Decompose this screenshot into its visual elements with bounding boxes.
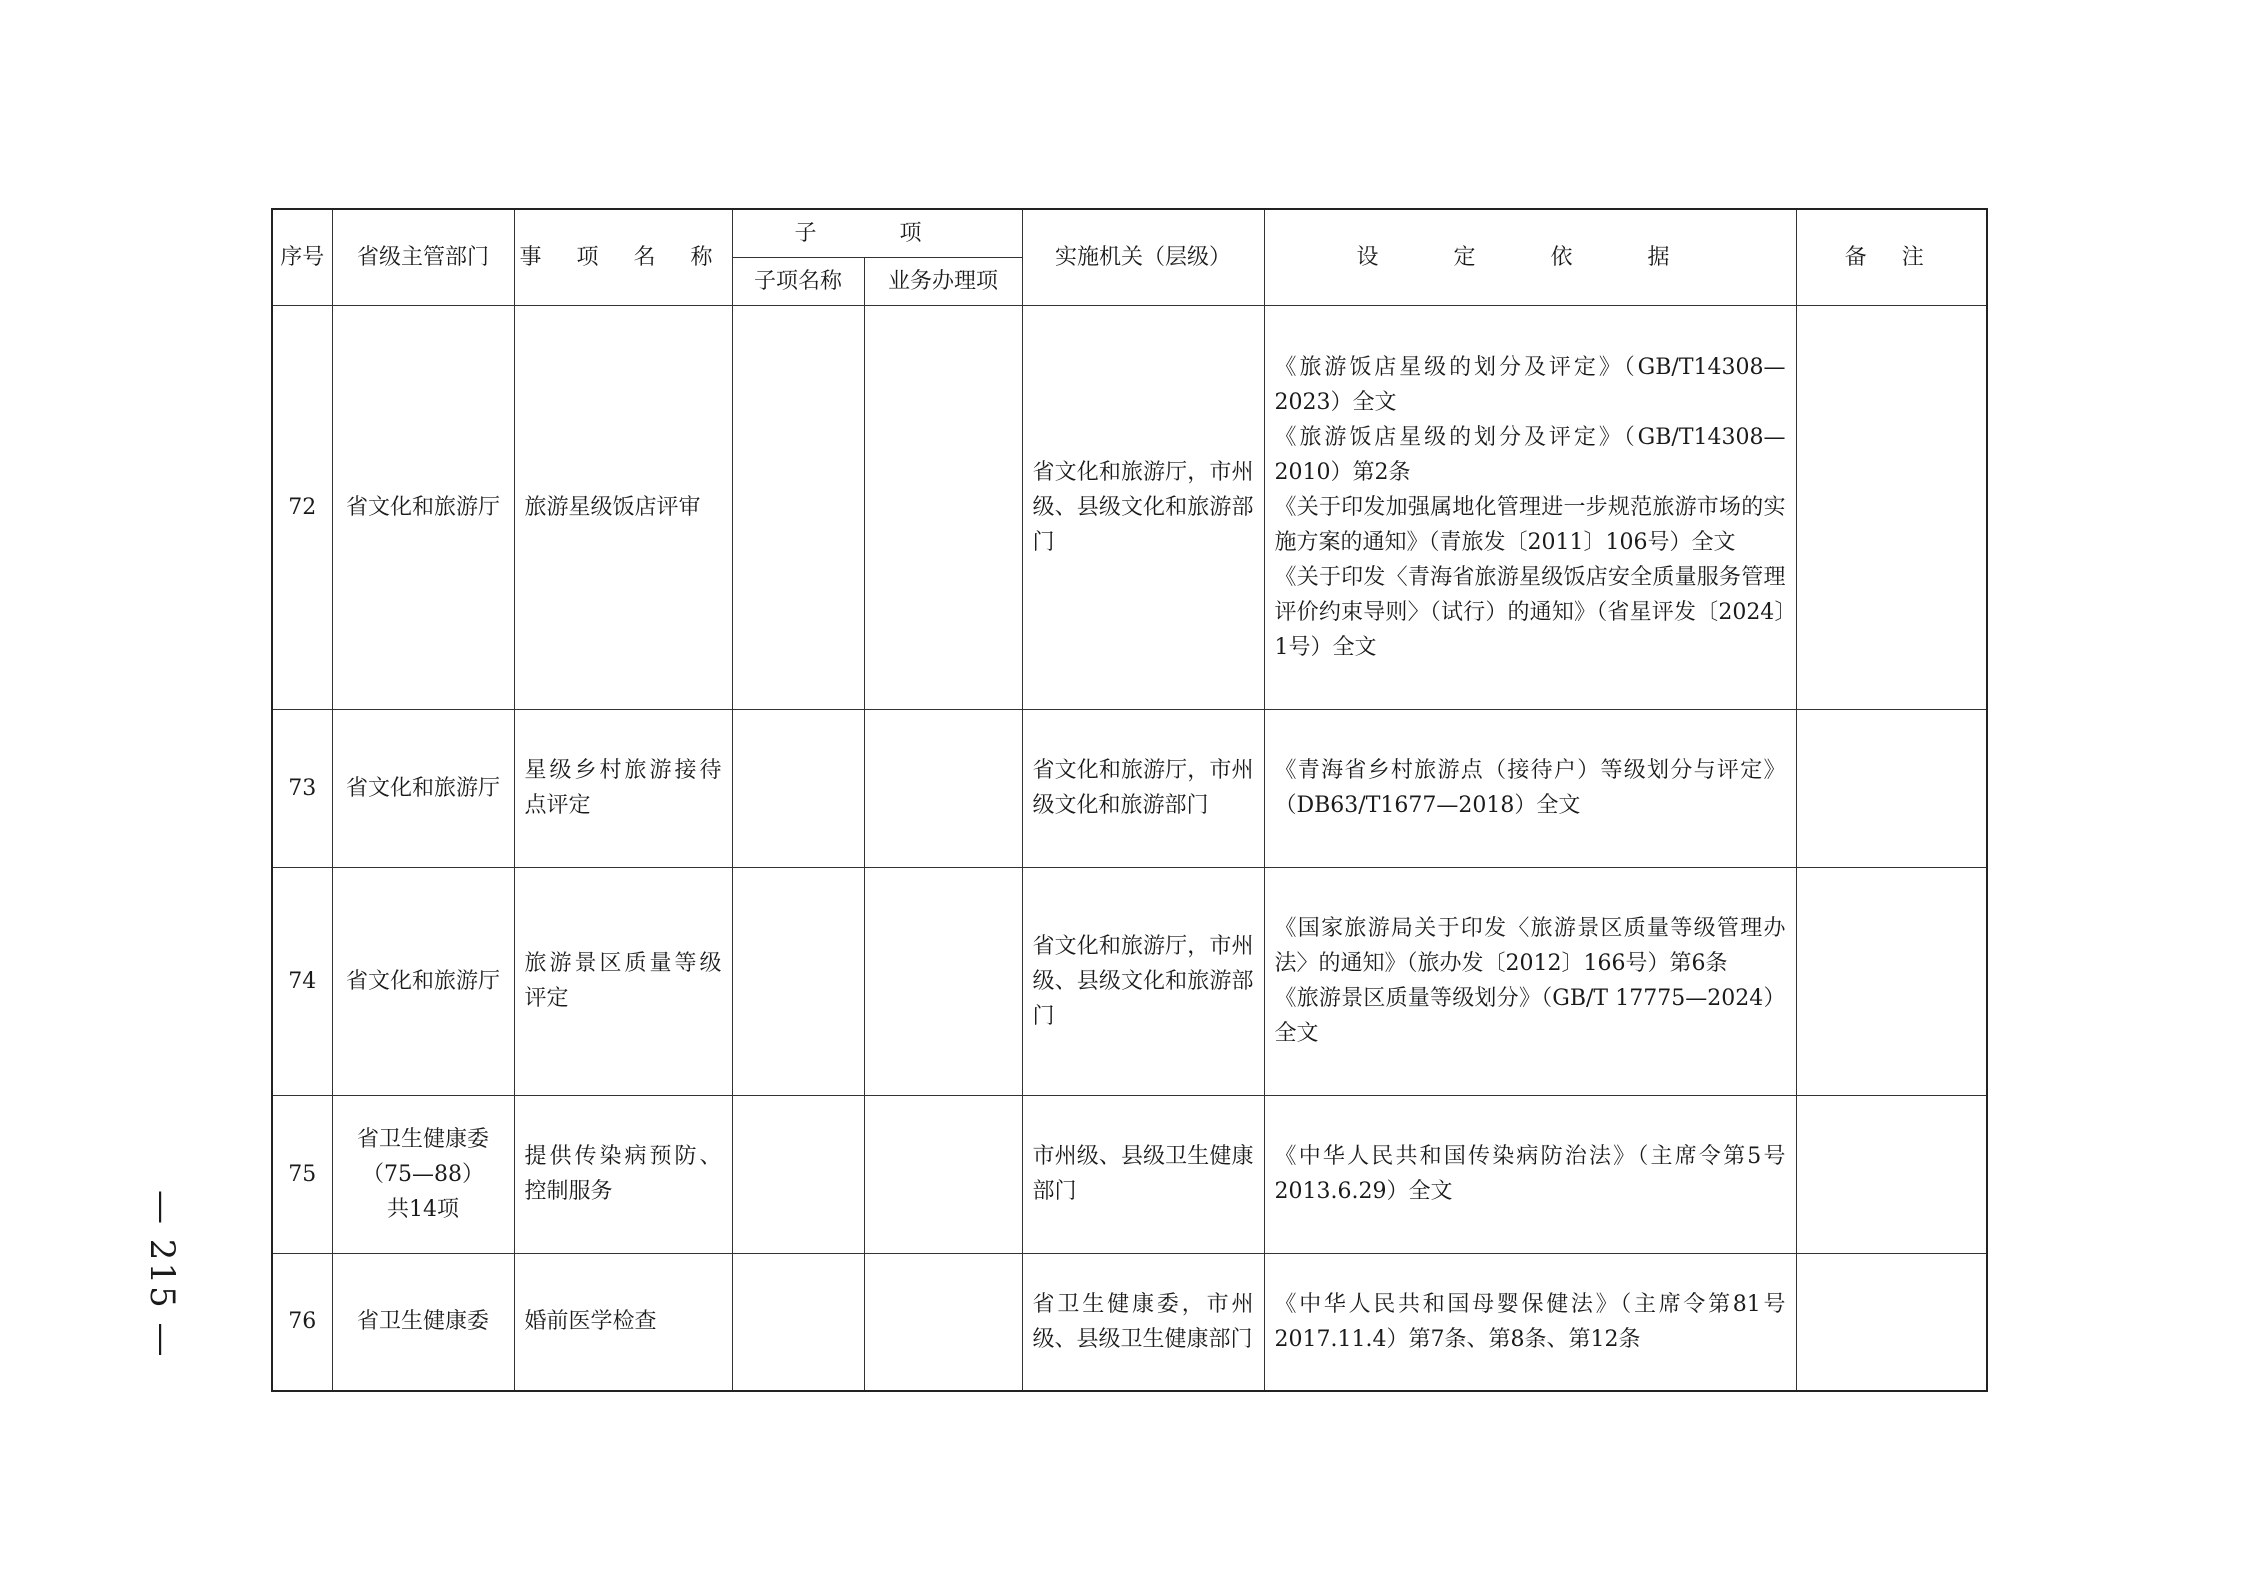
header-seq: 序号: [272, 209, 332, 305]
row-seq: 73: [272, 709, 332, 867]
header-sub-item: 子 项: [732, 209, 1022, 257]
table-row: [272, 1095, 1987, 1253]
row-agency: 省卫生健康委，市州级、县级卫生健康部门: [1022, 1253, 1264, 1391]
row-remarks: [1796, 1253, 1987, 1391]
header-sub-item-name: 子项名称: [732, 257, 864, 305]
table-row: [272, 709, 1987, 867]
row-dept: 省文化和旅游厅: [332, 305, 514, 709]
row-remarks: [1796, 867, 1987, 1095]
table-row: [272, 1253, 1987, 1391]
row-seq: 72: [272, 305, 332, 709]
row-sub-item-name: [732, 1253, 864, 1391]
row-business-item: [864, 867, 1022, 1095]
row-agency: 省文化和旅游厅，市州级文化和旅游部门: [1022, 709, 1264, 867]
row-agency: 省文化和旅游厅，市州级、县级文化和旅游部门: [1022, 305, 1264, 709]
row-business-item: [864, 1095, 1022, 1253]
row-dept: 省文化和旅游厅: [332, 709, 514, 867]
dept-line: 省卫生健康委: [356, 1126, 489, 1152]
basis-line: 《青海省乡村旅游点（接待户）等级划分与评定》（DB63/T1677—2018）全文: [1274, 758, 1786, 818]
row-item-name: 婚前医学检查: [514, 1253, 732, 1391]
row-basis: [1264, 1095, 1796, 1253]
row-item-name: 旅游星级饭店评审: [514, 305, 732, 709]
row-seq: 76: [272, 1253, 332, 1391]
table-row: [272, 305, 1987, 709]
basis-line: 《中华人民共和国母婴保健法》（主席令第81号2017.11.4）第7条、第8条、第12条: [1274, 1291, 1786, 1352]
row-item-name: 旅游景区质量等级评定: [514, 867, 732, 1095]
header-agency: 实施机关（层级）: [1022, 209, 1264, 305]
basis-line: 《旅游饭店星级的划分及评定》（GB/T14308—2010）第2条: [1274, 424, 1786, 485]
row-basis: [1264, 1253, 1796, 1391]
row-remarks: [1796, 709, 1987, 867]
row-agency: 市州级、县级卫生健康部门: [1022, 1095, 1264, 1253]
header-basis: 设 定 依 据: [1264, 209, 1796, 305]
row-business-item: [864, 709, 1022, 867]
row-business-item: [864, 305, 1022, 709]
header-dept: 省级主管部门: [332, 209, 514, 305]
basis-line: 《国家旅游局关于印发〈旅游景区质量等级管理办法〉的通知》（旅办发〔2012〕166号）第6条: [1274, 916, 1786, 976]
header-remarks: 备 注: [1796, 209, 1987, 305]
row-item-name: 星级乡村旅游接待点评定: [514, 709, 732, 867]
row-item-name: 提供传染病预防、控制服务: [514, 1095, 732, 1253]
basis-line: 《旅游饭店星级的划分及评定》（GB/T14308—2023）全文: [1274, 354, 1786, 415]
table-row: [272, 867, 1987, 1095]
row-remarks: [1796, 305, 1987, 709]
row-seq: 74: [272, 867, 332, 1095]
dept-line: （75—88）: [362, 1161, 484, 1187]
row-sub-item-name: [732, 1095, 864, 1253]
row-remarks: [1796, 1095, 1987, 1253]
row-dept: [332, 1095, 514, 1253]
row-sub-item-name: [732, 305, 864, 709]
row-sub-item-name: [732, 867, 864, 1095]
basis-line: 《旅游景区质量等级划分》（GB/T 17775—2024）全文: [1274, 986, 1786, 1046]
row-dept: 省卫生健康委: [332, 1253, 514, 1391]
dept-line: 共14项: [387, 1196, 459, 1222]
header-business-item: 业务办理项: [864, 257, 1022, 305]
row-basis: [1264, 867, 1796, 1095]
row-seq: 75: [272, 1095, 332, 1253]
row-dept: 省文化和旅游厅: [332, 867, 514, 1095]
row-basis: [1264, 709, 1796, 867]
row-business-item: [864, 1253, 1022, 1391]
basis-line: 《关于印发〈青海省旅游星级饭店安全质量服务管理评价约束导则〉（试行）的通知》（省星评发〔2024〕1号）全文: [1274, 564, 1786, 660]
header-item-name: 事 项 名 称: [514, 209, 732, 305]
row-agency: 省文化和旅游厅，市州级、县级文化和旅游部门: [1022, 867, 1264, 1095]
row-sub-item-name: [732, 709, 864, 867]
row-basis: [1264, 305, 1796, 709]
items-table: [271, 208, 1988, 1392]
page-number: — 215 —: [142, 1190, 182, 1359]
basis-line: 《中华人民共和国传染病防治法》（主席令第5号2013.6.29）全文: [1274, 1144, 1786, 1204]
basis-line: 《关于印发加强属地化管理进一步规范旅游市场的实施方案的通知》（青旅发〔2011〕106号）全文: [1274, 494, 1786, 555]
